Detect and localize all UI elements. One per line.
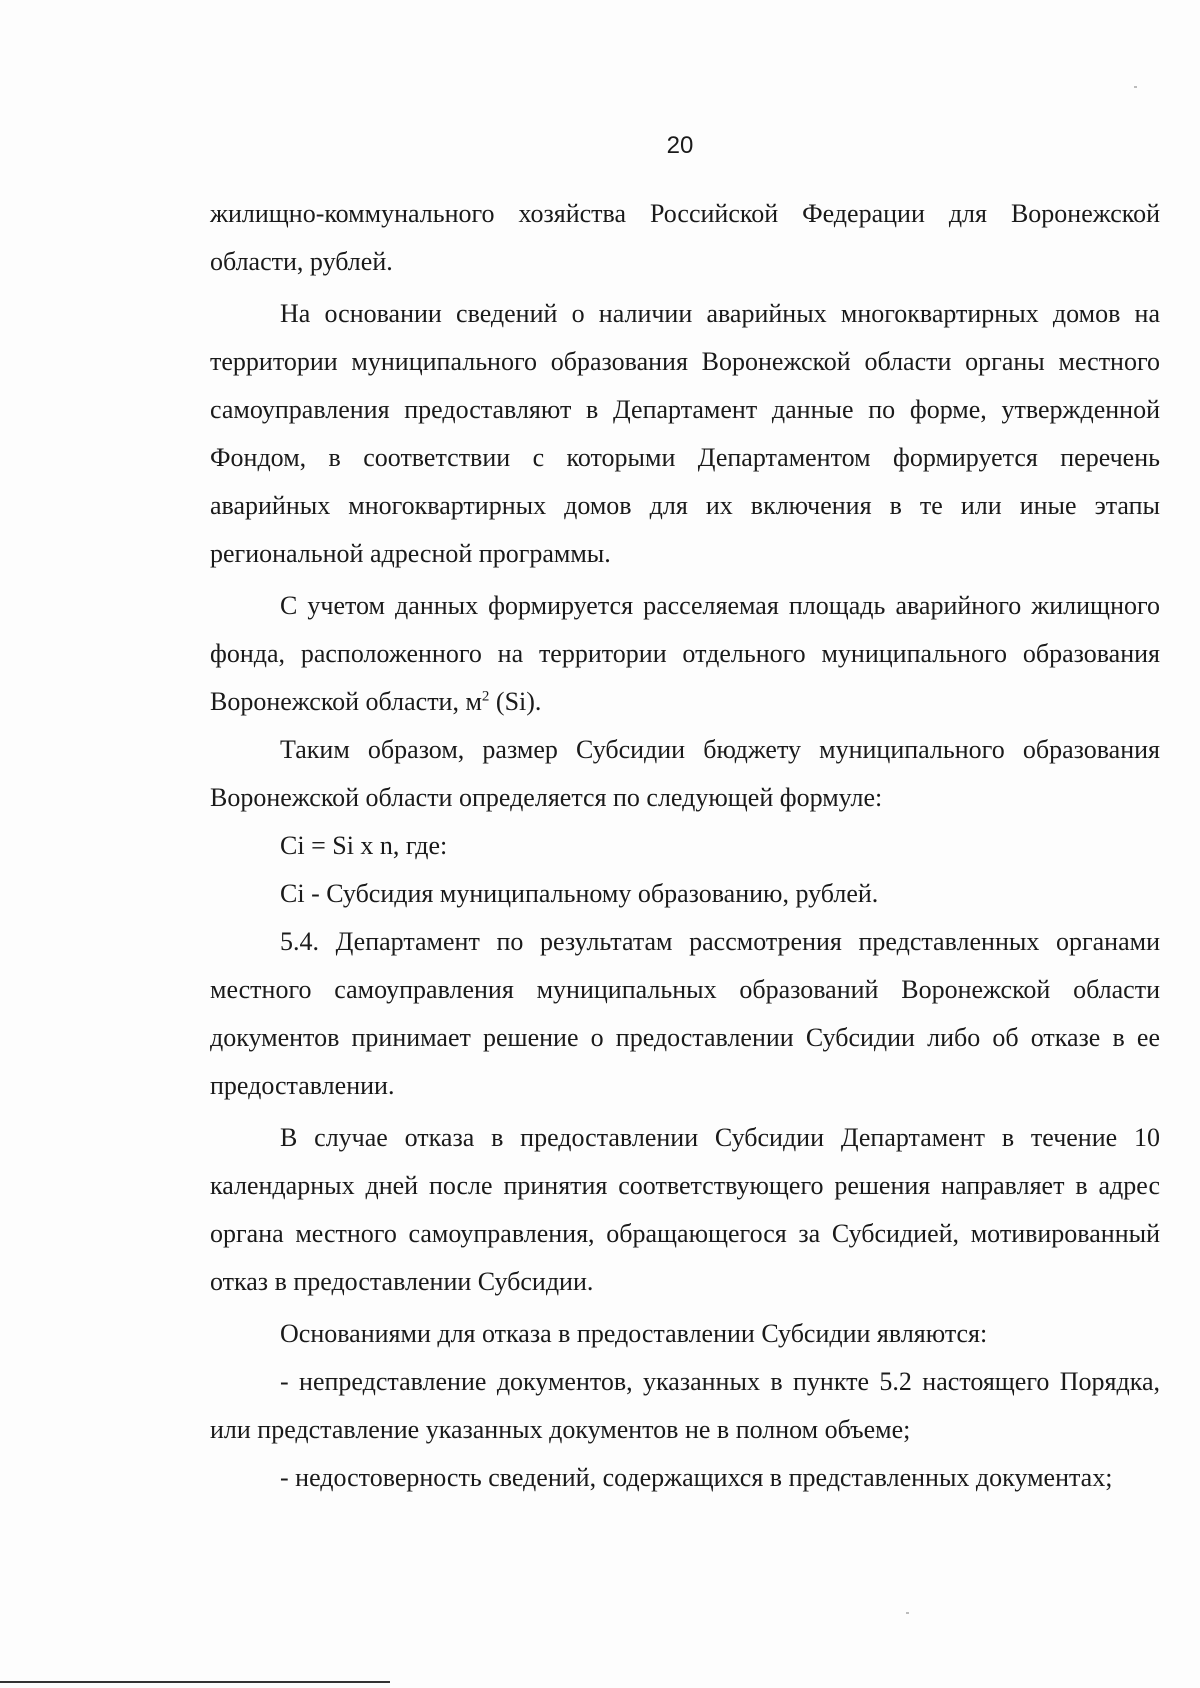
paragraph-continuation: жилищно-коммунального хозяйства Российской Федерации для Воронежской области, рублей. [210,199,1160,276]
paragraph-formula-intro: Таким образом, размер Субсидии бюджету муниципального образования Воронежской области определяется по следующей формуле: [210,735,1160,812]
paragraph-refusal-grounds-heading: Основаниями для отказа в предоставлении Субсидии являются: [280,1319,988,1348]
paragraph-formula-definition: Ci - Субсидия муниципальному образованию, рублей. [280,879,879,908]
body-text [210,190,1160,1502]
bottom-rule [0,1681,390,1683]
paragraph-emergency-houses: На основании сведений о наличии аварийных многоквартирных домов на территории муниципального образования Воронежской области органы местного самоуправления предоставляют в Департамент данные по форме, утвержденной Фондом, в соответствии с которыми Департаментом формируется перечень аварийных многоквартирных домов для их включения в те или иные этапы региональной адресной программы. [210,299,1160,568]
area-superscript: 2 [481,688,490,705]
list-item-missing-documents: - непредставление документов, указанных в пункте 5.2 настоящего Порядка, или представление указанных документов не в полном объеме; [210,1367,1160,1444]
paragraph-resettlement-area [210,582,1160,726]
area-suffix: (Si). [489,687,542,716]
area-text: С учетом данных формируется расселяемая площадь аварийного жилищного фонда, расположенного на территории отдельного муниципального образования Воронежской области, м [210,591,1160,716]
paragraph-section-5-4: 5.4. Департамент по результатам рассмотрения представленных органами местного самоуправления муниципальных образований Воронежской области документов принимает решение о предоставлении Субсидии либо об отказе в ее предоставлении. [210,927,1160,1100]
paragraph-formula: Ci = Si x n, где: [280,831,448,860]
page-number: 20 [666,132,694,159]
scan-speck [906,1612,909,1614]
list-item-inaccurate-information: - недостоверность сведений, содержащихся в представленных документах; [280,1463,1113,1492]
paragraph-refusal: В случае отказа в предоставлении Субсидии Департамент в течение 10 календарных дней после принятия соответствующего решения направляет в адрес органа местного самоуправления, обращающегося за Субсидией, мотивированный отказ в предоставлении Субсидии. [210,1123,1160,1296]
scan-speck [1134,86,1137,88]
